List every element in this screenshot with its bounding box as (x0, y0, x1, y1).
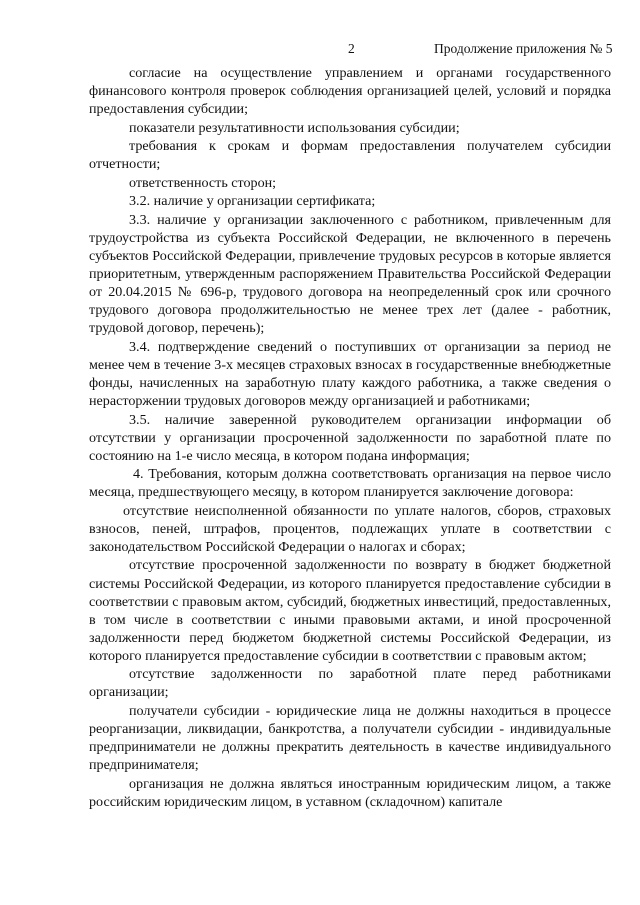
paragraph: отсутствие неисполненной обязанности по уплате налогов, сборов, страховых взносов, пеней, штрафов, процентов, подлежащих уплате в соответствии с законодательством Российской Федерации о налогах и сборах; (89, 502, 611, 555)
paragraph: 3.5. наличие заверенной руководителем организации информации об отсутствии у организации просроченной задолженности по заработной плате по состоянию на 1-е число месяца, в котором подана информация; (89, 411, 611, 464)
appendix-continuation-label: Продолжение приложения № 5 (434, 41, 613, 56)
paragraph: отсутствие задолженности по заработной плате перед работниками организации; (89, 666, 611, 701)
paragraph: ответственность сторон; (129, 174, 277, 191)
paragraph: согласие на осуществление управлением и органами государственного финансового контроля проверок соблюдения организацией целей, условий и порядка предоставления субсидии; (89, 65, 611, 118)
paragraph: 4. Требования, которым должна соответствовать организация на первое число месяца, предшествующего месяцу, в котором планируется заключение договора: (89, 466, 611, 501)
paragraph: требования к срокам и формам предоставления получателем субсидии отчетности; (89, 138, 611, 173)
paragraph: показатели результативности использования субсидии; (129, 119, 460, 136)
page-number: 2 (348, 41, 355, 56)
paragraph: получатели субсидии - юридические лица не должны находиться в процессе реорганизации, ликвидации, банкротства, а получатели субсидии - индивидуальные предприниматели не должны прекратить деятельность в качестве индивидуального предпринимателя; (89, 702, 611, 774)
paragraph: 3.3. наличие у организации заключенного с работником, привлеченным для трудоустройства из субъекта Российской Федерации, не включенного в перечень субъектов Российской Федерации, привлечение трудовых ресурсов в которые является приоритетным, утвержденным распоряжением Правительства Российской Федерации от 20.04.2015 № 696-р, трудового договора на неопределенный срок или срочного трудового договора продолжительностью не менее трех лет (далее - работник, трудовой договор, перечень); (89, 211, 611, 337)
paragraph: 3.4. подтверждение сведений о поступивших от организации за период не менее чем в течение 3-х месяцев страховых взносах в государственные внебюджетные фонды, начисленных на заработную плату каждого работника, а также сведения о нерасторжении трудовых договоров между организацией и работниками; (89, 338, 611, 410)
paragraph: отсутствие просроченной задолженности по возврату в бюджет бюджетной системы Российской Федерации, из которого планируется предоставление субсидии в соответствии с правовым актом, субсидий, бюджетных инвестиций, предоставленных, в том числе в соответствии с иными правовыми актами, и иной просроченной задолженности перед бюджетом бюджетной системы Российской Федерации, из которого планируется предоставление субсидии в соответствии с правовым актом; (89, 557, 611, 664)
paragraph: 3.2. наличие у организации сертификата; (129, 193, 376, 210)
document-body (89, 64, 611, 811)
paragraph: организация не должна являться иностранным юридическим лицом, а также российским юридическим лицом, в уставном (складочном) капитале (89, 775, 611, 810)
